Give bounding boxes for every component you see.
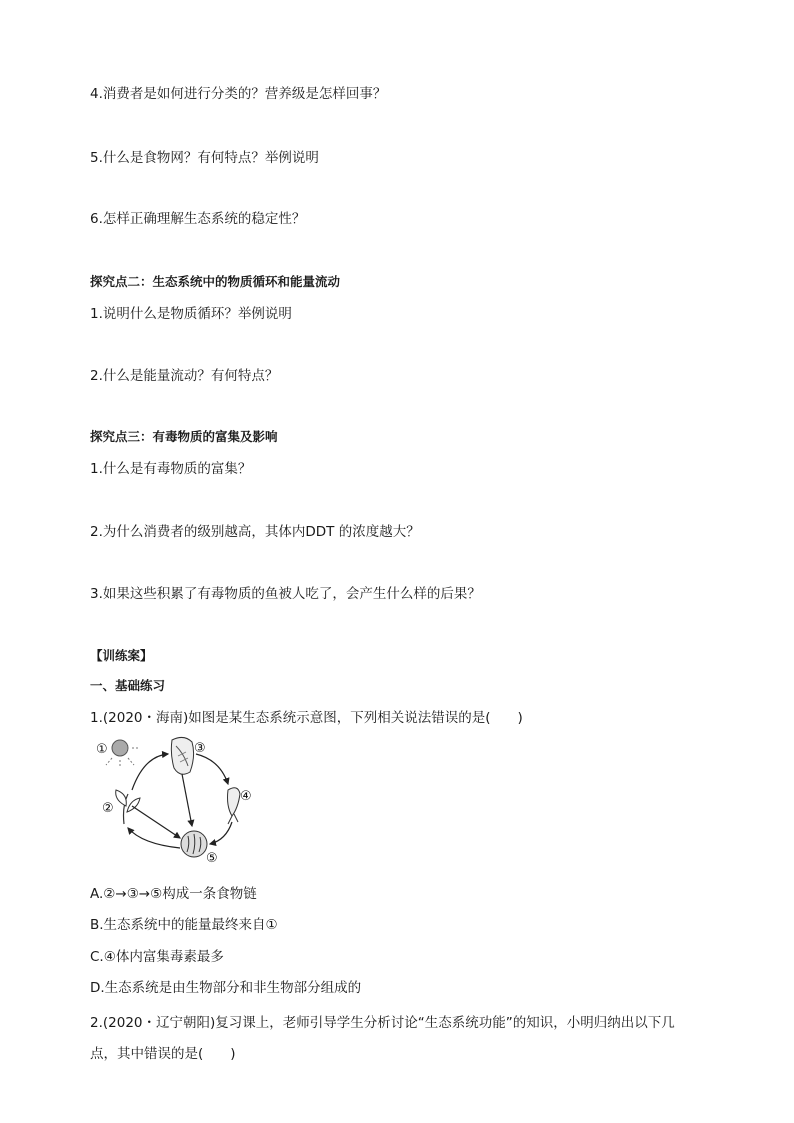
option-b: B.生态系统中的能量最终来自① [90, 917, 278, 933]
section-2-question-2: 2.什么是能量流动？有何特点？ [90, 368, 279, 384]
section-3-heading: 探究点三：有毒物质的富集及影响 [90, 429, 278, 444]
training-heading: 【训练案】 [90, 648, 153, 663]
label-2: ② [102, 801, 114, 816]
basic-practice-heading: 一、基础练习 [90, 678, 166, 693]
option-d: D.生态系统是由生物部分和非生物部分组成的 [90, 980, 362, 996]
question-6: 6.怎样正确理解生态系统的稳定性？ [90, 211, 306, 227]
arrow-decomposer-to-plant [128, 828, 180, 848]
section-3-question-1: 1.什么是有毒物质的富集？ [90, 461, 252, 477]
bird-icon [228, 788, 241, 824]
arrow-eater-to-bird [196, 754, 228, 784]
arrow-plant-to-eater [132, 754, 168, 790]
question-5: 5.什么是食物网？有何特点？举例说明 [90, 150, 319, 166]
arrow-plant-to-decomposer [132, 806, 180, 838]
arrow-eater-to-decomposer [182, 774, 192, 826]
caterpillar-icon [171, 737, 193, 774]
ecosystem-diagram [92, 734, 272, 864]
section-2-question-1: 1.说明什么是物质循环？举例说明 [90, 306, 292, 322]
training-question-1-stem: 1.(2020・海南)如图是某生态系统示意图，下列相关说法错误的是( ) [90, 710, 523, 726]
option-a: A.②→③→⑤构成一条食物链 [90, 886, 257, 902]
sun-icon [106, 740, 140, 768]
section-3-question-2: 2.为什么消费者的级别越高，其体内DDT 的浓度越大？ [90, 524, 420, 540]
section-2-heading: 探究点二：生态系统中的物质循环和能量流动 [90, 274, 341, 289]
plant-icon [116, 790, 140, 824]
label-1: ① [96, 742, 108, 757]
training-question-2-line-2: 点，其中错误的是( ) [90, 1046, 236, 1062]
option-c: C.④体内富集毒素最多 [90, 949, 224, 965]
section-3-question-3: 3.如果这些积累了有毒物质的鱼被人吃了，会产生什么样的后果？ [90, 586, 481, 602]
question-4: 4.消费者是如何进行分类的？营养级是怎样回事？ [90, 86, 387, 102]
label-4: ④ [240, 789, 252, 804]
label-3: ③ [194, 741, 206, 756]
training-question-2-line-1: 2.(2020・辽宁朝阳)复习课上，老师引导学生分析讨论“生态系统功能”的知识，小明归纳出以下几 [90, 1015, 675, 1031]
decomposer-icon [181, 831, 207, 857]
arrow-bird-to-decomposer [210, 822, 232, 844]
label-5: ⑤ [206, 851, 218, 864]
